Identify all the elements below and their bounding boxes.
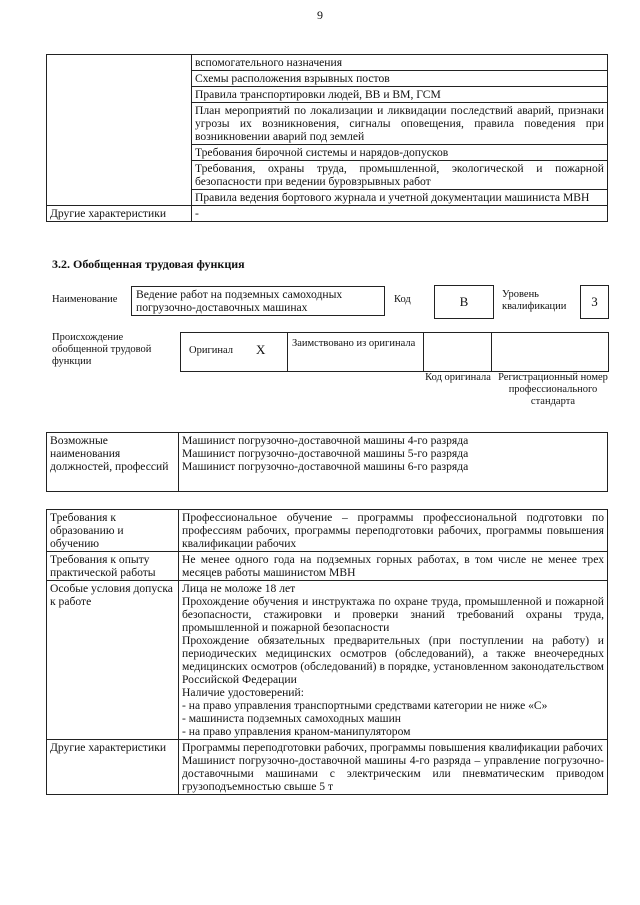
code-label: Код (394, 294, 411, 305)
admission-line: Лица не моложе 18 лет (182, 582, 296, 595)
knowledge-row: Требования, охраны труда, промышленной, экологической и пожарной безопасности при ведении буровзрывных работ (192, 161, 608, 190)
knowledge-row: Правила ведения бортового журнала и учетной документации машиниста МВН (192, 190, 608, 206)
positions-label: Возможные наименования должностей, профессий (47, 433, 179, 492)
borrowed-label: Заимствовано из оригинала (292, 338, 416, 349)
admission-line: - на право управления транспортными средствами категории не ниже «С» (182, 699, 548, 712)
requirements-table (46, 509, 608, 795)
top-knowledge-table (46, 54, 608, 222)
knowledge-row: Схемы расположения взрывных постов (192, 71, 608, 87)
admission-label: Особые условия допуска к работе (47, 581, 179, 740)
other-characteristics-label: Другие характеристики (47, 206, 192, 222)
admission-line: Прохождение обучения и инструктажа по охране труда, промышленной и пожарной безопасности, стажировки и проверки знаний требований охраны труда, промышленной и пожарной безопасности (182, 595, 604, 634)
other-label: Другие характеристики (47, 740, 179, 795)
naming-label: Наименование (52, 294, 118, 305)
admission-line: Наличие удостоверений: (182, 686, 304, 699)
naming-value: Ведение работ на подземных самоходных погрузочно-доставочных машинах (131, 286, 385, 316)
page-number: 9 (317, 8, 323, 22)
knowledge-row: вспомогательного назначения (192, 55, 608, 71)
code-value: B (434, 285, 494, 319)
knowledge-row: Требования бирочной системы и нарядов-допусков (192, 145, 608, 161)
original-mark: X (256, 342, 266, 357)
admission-line: Прохождение обязательных предварительных (при поступлении на работу) и периодических медицинских осмотров (обследований), а также внеочередных медицинских осмотров (обследований) в порядке, установленном законодательством Российской Федерации (182, 634, 604, 686)
divider (491, 332, 492, 371)
divider (423, 332, 424, 371)
level-value: 3 (580, 285, 609, 319)
original-label: Оригинал (189, 345, 233, 356)
other-characteristics-value: - (192, 206, 608, 222)
level-label: Уровень квалификации (502, 289, 567, 312)
position-item: Машинист погрузочно-доставочной машины 4-го разряда (182, 434, 469, 447)
other-line: Программы переподготовки рабочих, программы повышения квалификации рабочих (182, 741, 603, 754)
section-title: 3.2. Обобщенная трудовая функция (52, 257, 245, 271)
experience-value: Не менее одного года на подземных горных работах, в том числе не менее трех месяцев работы машинистом МВН (179, 552, 608, 581)
empty-label-cell (47, 55, 192, 206)
registration-caption: Регистрационный номер профессионального стандарта (498, 372, 608, 407)
admission-line: - машиниста подземных самоходных машин (182, 712, 401, 725)
code-original-caption: Код оригинала (425, 372, 491, 383)
origin-label: Происхождение обобщенной трудовой функции (52, 332, 152, 367)
admission-line: - на право управления краном-манипулятором (182, 725, 411, 738)
experience-label: Требования к опыту практической работы (47, 552, 179, 581)
position-item: Машинист погрузочно-доставочной машины 5-го разряда (182, 447, 469, 460)
knowledge-row: План мероприятий по локализации и ликвидации последствий аварий, признаки угрозы их возникновения, сигналы оповещения, правила поведения при возникновении аварий под землей (192, 103, 608, 145)
knowledge-row: Правила транспортировки людей, ВВ и ВМ, ГСМ (192, 87, 608, 103)
position-item: Машинист погрузочно-доставочной машины 6-го разряда (182, 460, 469, 473)
other-line: Машинист погрузочно-доставочной машины 4-го разряда – управление погрузочно-доставочными машинами с электрическим или пневматическим приводом грузоподъемностью свыше 5 т (182, 754, 604, 793)
divider (287, 332, 288, 371)
education-value: Профессиональное обучение – программы профессиональной подготовки по профессиям рабочих, программы переподготовки рабочих, программы повышения квалификации рабочих (179, 510, 608, 552)
education-label: Требования к образованию и обучению (47, 510, 179, 552)
positions-table (46, 432, 608, 492)
